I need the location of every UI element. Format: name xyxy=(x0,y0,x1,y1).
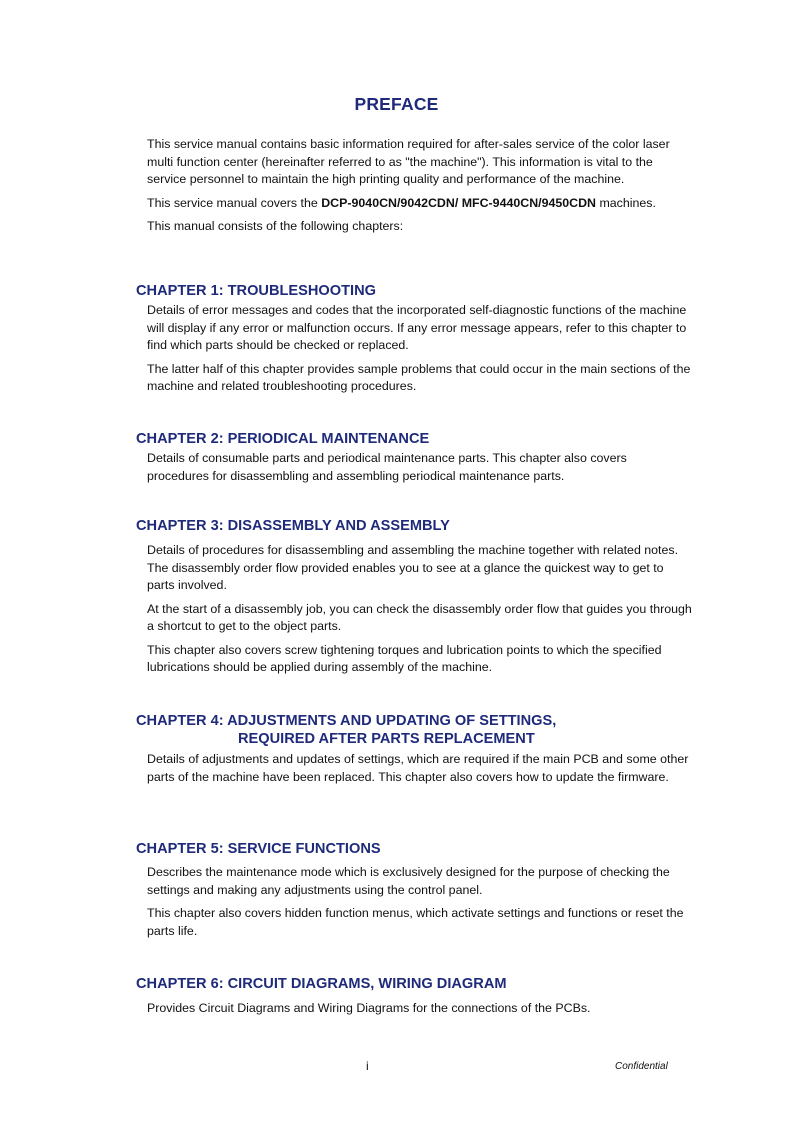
intro-models-prefix: This service manual covers the xyxy=(147,195,322,210)
chapter-paragraph: This chapter also covers screw tightening torques and lubrication points to which the specified lubrications should be applied during assembly of the machine. xyxy=(147,642,662,674)
intro-models-paragraph xyxy=(147,195,692,213)
chapter-paragraph: The latter half of this chapter provides sample problems that could occur in the main sections of the machine and related troubleshooting procedures. xyxy=(147,361,691,393)
chapter-heading: CHAPTER 2: PERIODICAL MAINTENANCE xyxy=(136,431,430,447)
chapter-heading xyxy=(136,712,692,748)
page-title: PREFACE xyxy=(354,94,439,114)
chapter-paragraph: Details of adjustments and updates of settings, which are required if the main PCB and some other parts of the machine have been replaced. This chapter also covers how to update the firmware. xyxy=(147,752,689,784)
intro-paragraph: This service manual contains basic information required for after-sales service of the color laser multi function center (hereinafter referred to as "the machine"). This information is vital to the service personnel to maintain the high printing quality and performance of the machine. xyxy=(147,137,670,186)
chapter-5-section xyxy=(136,840,692,946)
chapter-heading: CHAPTER 1: TROUBLESHOOTING xyxy=(136,283,376,299)
intro-section xyxy=(147,136,692,242)
chapter-1-section xyxy=(136,282,692,402)
chapter-4-section xyxy=(136,712,692,792)
chapter-paragraph: Details of error messages and codes that the incorporated self-diagnostic functions of the machine will display if any error or malfunction occurs. If any error message appears, refer to this chapter to find which parts should be checked or replaced. xyxy=(147,303,687,352)
chapter-6-section xyxy=(136,975,692,1024)
chapter-paragraph: Details of procedures for disassembling and assembling the machine together with related notes. The disassembly order flow provided enables you to see at a glance the quickest way to get to parts involved. xyxy=(147,543,679,592)
chapter-heading-line2: REQUIRED AFTER PARTS REPLACEMENT xyxy=(238,731,535,747)
chapter-paragraph: Describes the maintenance mode which is exclusively designed for the purpose of checking the settings and making any adjustments using the control panel. xyxy=(147,865,670,897)
intro-models-suffix: machines. xyxy=(596,195,656,210)
page-number: i xyxy=(366,1059,369,1073)
chapter-paragraph: Details of consumable parts and periodical maintenance parts. This chapter also covers procedures for disassembling and assembling periodical maintenance parts. xyxy=(147,451,627,483)
intro-paragraph: This manual consists of the following chapters: xyxy=(147,219,404,233)
chapter-paragraph: This chapter also covers hidden function menus, which activate settings and functions or reset the parts life. xyxy=(147,906,684,938)
chapter-paragraph: Provides Circuit Diagrams and Wiring Diagrams for the connections of the PCBs. xyxy=(147,1001,591,1015)
chapter-heading-line1: CHAPTER 4: ADJUSTMENTS AND UPDATING OF SETTINGS, xyxy=(136,713,557,729)
chapter-2-section xyxy=(136,430,692,491)
chapter-heading: CHAPTER 3: DISASSEMBLY AND ASSEMBLY xyxy=(136,518,450,534)
chapter-heading: CHAPTER 6: CIRCUIT DIAGRAMS, WIRING DIAGRAM xyxy=(136,976,507,992)
intro-models-list: DCP-9040CN/9042CDN/ MFC-9440CN/9450CDN xyxy=(321,195,596,210)
chapter-3-section xyxy=(136,517,692,683)
chapter-paragraph: At the start of a disassembly job, you can check the disassembly order flow that guides you through a shortcut to get to the object parts. xyxy=(147,601,692,633)
confidential-label: Confidential xyxy=(615,1061,668,1072)
chapter-heading: CHAPTER 5: SERVICE FUNCTIONS xyxy=(136,841,381,857)
